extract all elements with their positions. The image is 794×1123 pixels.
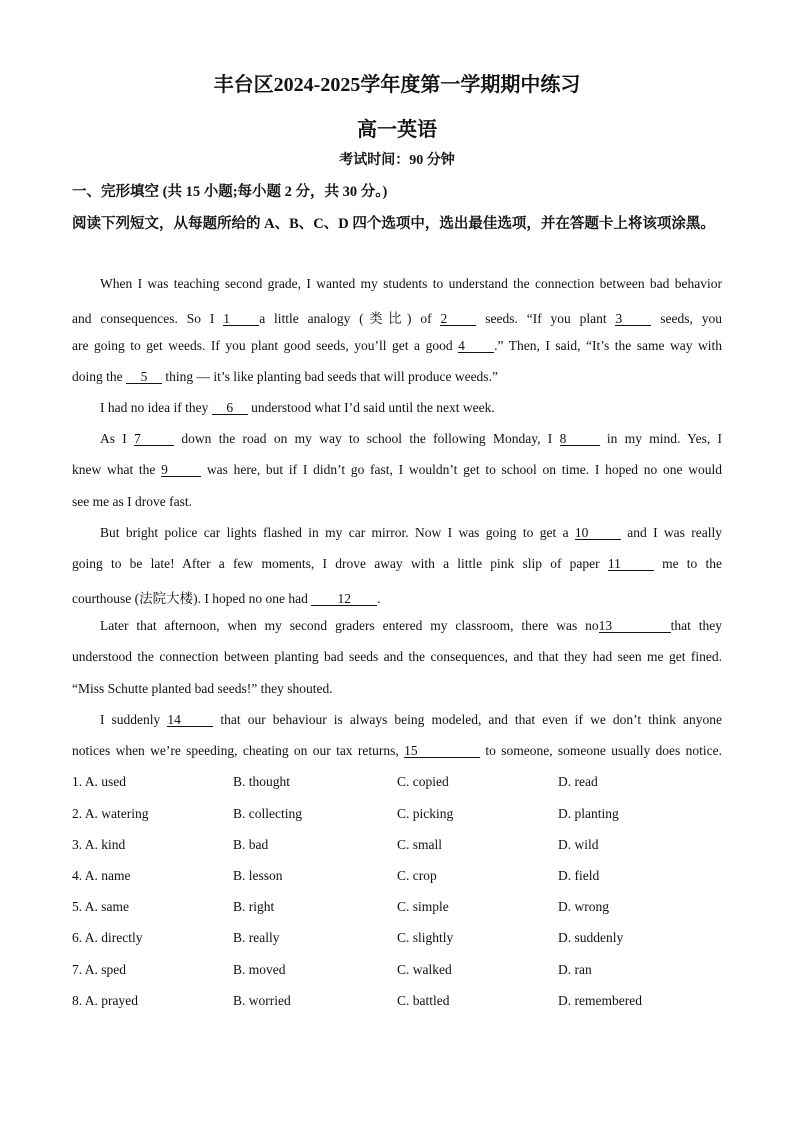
passage-line: are going to get weeds. If you plant good seeds, you’ll get a good 4 .” Then, I said, “It’s the same way with (72, 338, 722, 353)
passage-line: see me as I drove fast. (72, 494, 192, 509)
option-b: B. worried (233, 993, 291, 1008)
option-d: D. read (558, 774, 598, 789)
passage-line: understood the connection between planting bad seeds and the consequences, and that they had seen me get fined. (72, 649, 722, 664)
passage-line: and consequences. So I 1 a little analogy (类比) of 2 seeds. “If you plant 3 seeds, you (72, 311, 723, 326)
blank-7: 7 (134, 432, 174, 446)
passage-line: doing the 5 thing — it’s like planting bad seeds that will produce weeds.” (72, 369, 498, 384)
blank-10: 10 (575, 526, 621, 540)
option-d: D. wrong (558, 899, 609, 914)
section-instruction: 阅读下列短文，从每题所给的 A、B、C、D 四个选项中，选出最佳选项，并在答题卡上将该项涂黑。 (72, 216, 715, 232)
option-a: 4. A. name (72, 868, 131, 883)
option-b: B. thought (233, 774, 291, 789)
option-d: D. suddenly (558, 930, 624, 945)
passage-line: I had no idea if they 6 understood what I’d said until the next week. (100, 400, 495, 415)
option-a: 7. A. sped (72, 962, 126, 977)
section-heading: 一、完形填空 (共 15 小题;每小题 2 分，共 30 分。) (72, 184, 388, 200)
option-b: B. lesson (233, 868, 283, 883)
blank-2: 2 (440, 312, 476, 326)
option-d: D. ran (558, 962, 592, 977)
option-c: C. copied (397, 774, 449, 789)
passage-line: I suddenly 14 that our behaviour is always being modeled, and that even if we don’t think anyone (100, 712, 722, 727)
blank-9: 9 (161, 463, 201, 477)
option-c: C. crop (397, 868, 437, 883)
option-a: 2. A. watering (72, 806, 149, 821)
option-b: B. right (233, 899, 275, 914)
option-d: D. planting (558, 806, 619, 821)
option-c: C. battled (397, 993, 450, 1008)
option-a: 1. A. used (72, 774, 126, 789)
option-d: D. remembered (558, 993, 642, 1008)
blank-11: 11 (608, 557, 654, 571)
option-a: 5. A. same (72, 899, 129, 914)
option-b: B. really (233, 930, 280, 945)
blank-8: 8 (560, 432, 600, 446)
blank-14: 14 (167, 713, 213, 727)
passage-line: courthouse (法院大楼). I hoped no one had 12 . (72, 591, 381, 606)
passage-line: When I was teaching second grade, I wanted my students to understand the connection between bad behavior (100, 276, 722, 291)
option-a: 8. A. prayed (72, 993, 138, 1008)
option-d: D. wild (558, 837, 599, 852)
option-b: B. moved (233, 962, 286, 977)
option-c: C. small (397, 837, 443, 852)
blank-5: 5 (126, 370, 162, 384)
blank-4: 4 (458, 339, 494, 353)
exam-time: 考试时间：90 分钟 (339, 153, 455, 168)
option-c: C. picking (397, 806, 454, 821)
passage-line: knew what the 9 was here, but if I didn’t go fast, I wouldn’t get to school on time. I hoped no one would (72, 462, 722, 477)
passage-line: notices when we’re speeding, cheating on our tax returns, 15 to someone, someone usually does notice. (72, 743, 722, 758)
option-a: 3. A. kind (72, 837, 126, 852)
option-c: C. simple (397, 899, 449, 914)
blank-1: 1 (223, 312, 259, 326)
subject-title: 高一英语 (357, 119, 437, 141)
blank-15: 15 (404, 744, 480, 758)
option-b: B. bad (233, 837, 269, 852)
passage-line: As I 7 down the road on my way to school the following Monday, I 8 in my mind. Yes, I (100, 431, 723, 446)
option-c: C. walked (397, 962, 452, 977)
option-d: D. field (558, 868, 600, 883)
blank-13: 13 (599, 619, 671, 633)
passage-line: But bright police car lights flashed in my car mirror. Now I was going to get a 10 and I was really (100, 525, 723, 540)
passage-line: “Miss Schutte planted bad seeds!” they shouted. (72, 681, 333, 696)
passage-line: going to be late! After a few moments, I drove away with a little pink slip of paper 11 me to the (72, 556, 722, 571)
blank-6: 6 (212, 401, 248, 415)
blank-12: 12 (311, 592, 377, 606)
passage-line: Later that afternoon, when my second graders entered my classroom, there was no13 that they (100, 618, 722, 633)
option-a: 6. A. directly (72, 930, 143, 945)
option-c: C. slightly (397, 930, 454, 945)
option-b: B. collecting (233, 806, 302, 821)
blank-3: 3 (615, 312, 651, 326)
exam-title: 丰台区2024-2025学年度第一学期期中练习 (213, 74, 581, 96)
